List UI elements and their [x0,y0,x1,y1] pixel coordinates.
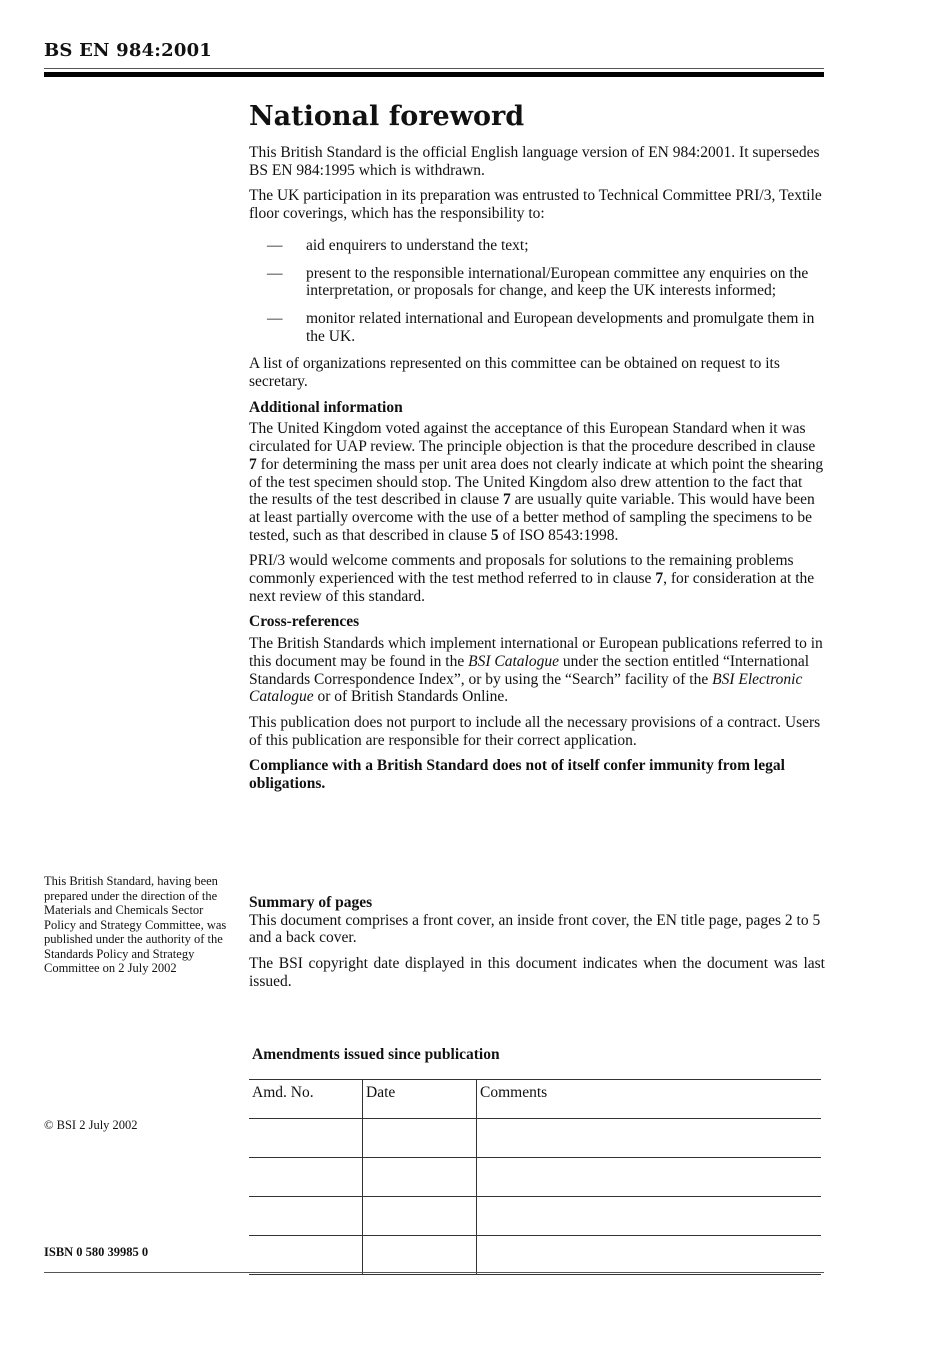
amendments-table [249,1079,821,1275]
cross-references-heading: Cross-references [249,613,360,631]
copyright-notice: © BSI 2 July 2002 [44,1118,138,1132]
foreword-paragraph-1: This British Standard is the official English language version of EN 984:2001. It supersedes BS EN 984:1995 which is withdrawn. [249,144,820,179]
table-row [249,1197,821,1236]
list-item: — monitor related international and European developments and promulgate them in the UK. [267,309,815,345]
header-thick-rule [44,72,824,77]
cross-references-paragraph-1: The British Standards which implement international or European publications referred to in this document may be found in the BSI Catalogue under the section entitled “International Standards Correspondence Index”, or by using the “Search” facility of the BSI Electronic Catalogue or of British Standards Online. [249,635,823,706]
summary-paragraph-2: The BSI copyright date displayed in this document indicates when the document was last issued. [249,955,825,990]
page-title: National foreword [249,101,525,132]
dash-marker: — [267,309,283,327]
foreword-paragraph-3: A list of organizations represented on this committee can be obtained on request to its secretary. [249,355,780,391]
footer-rule [44,1272,824,1273]
column-header-amd-no: Amd. No. [249,1080,363,1119]
table-row [249,1119,821,1158]
additional-paragraph-2: PRI/3 would welcome comments and proposals for solutions to the remaining problems commonly experienced with the test method referred to in clause 7, for consideration at the next review of this standard. [249,552,815,605]
additional-paragraph-1: The United Kingdom voted against the acceptance of this European Standard when it was circulated for UAP review. The principle objection is that the procedure described in clause 7 for determining the mass per unit area does not clearly indicate at which point the shearing of the test specimen should stop. The United Kingdom also drew attention to the fact that the results of the test described in clause 7 are usually quite variable. This would have been at least partially overcome with the use of a better method of sampling the specimens to be tested, such as that described in clause 5 of ISO 8543:1998. [249,420,824,544]
document-id: BS EN 984:2001 [44,40,213,61]
compliance-statement: Compliance with a British Standard does not of itself confer immunity from legal obligations. [249,757,785,793]
summary-paragraph-1: This document comprises a front cover, an inside front cover, the EN title page, pages 2 to 5 and a back cover. [249,911,821,947]
isbn: ISBN 0 580 39985 0 [44,1245,149,1259]
foreword-paragraph-2: The UK participation in its preparation was entrusted to Technical Committee PRI/3, Textile floor coverings, which has the responsibility to: [249,187,822,223]
dash-marker: — [267,264,283,282]
responsibility-list [249,237,825,346]
column-header-comments: Comments [477,1080,822,1119]
table-header-row [249,1080,821,1119]
cross-references-paragraph-2: This publication does not purport to include all the necessary provisions of a contract. Users of this publication are responsible for their correct application. [249,713,821,749]
table-row [249,1158,821,1197]
summary-of-pages [249,894,825,999]
table-row [249,1236,821,1275]
amendments-title: Amendments issued since publication [252,1046,500,1063]
dash-marker: — [267,236,283,254]
additional-information-heading: Additional information [249,398,403,416]
list-item: — present to the responsible international/European committee any enquiries on the interpretation, or proposals for change, and keep the UK interests informed; [267,264,809,300]
list-item: — aid enquirers to understand the text; [267,236,529,254]
publication-note: This British Standard, having been prepared under the direction of the Materials and Chemicals Sector Policy and Strategy Committee, was published under the authority of the Standards Policy and Strategy Committee on 2 July 2002 [44,874,227,975]
national-foreword [249,100,825,801]
column-header-date: Date [363,1080,477,1119]
summary-heading: Summary of pages [249,894,373,911]
header-thin-rule [44,68,824,69]
